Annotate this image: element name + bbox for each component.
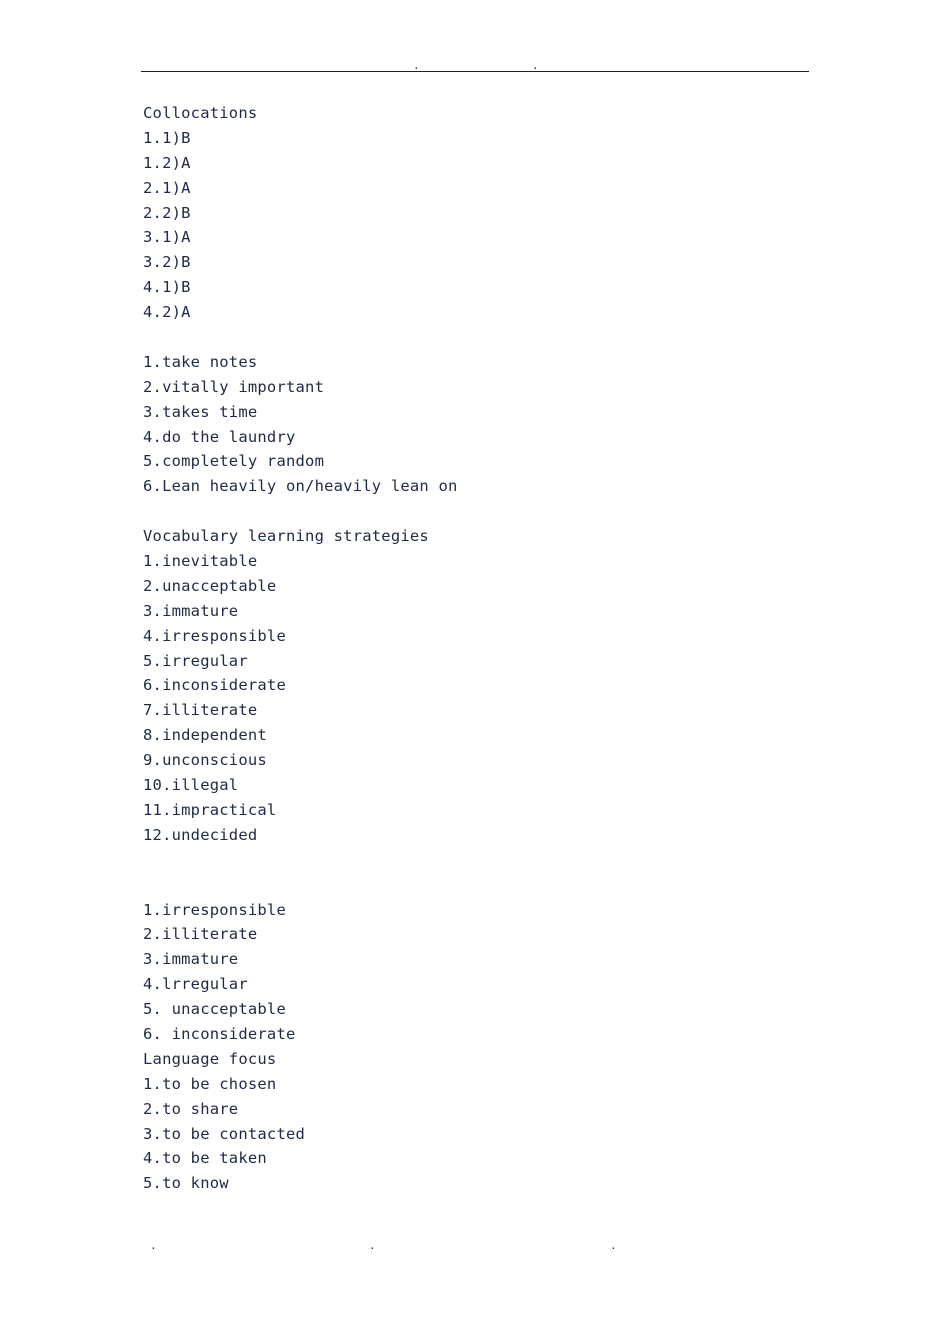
section-heading: Language focus xyxy=(143,1049,277,1068)
header-rule xyxy=(141,71,809,72)
answer-item: 11.impractical xyxy=(143,800,277,819)
answer-item: 12.undecided xyxy=(143,825,258,844)
answer-item: 4.do the laundry xyxy=(143,427,296,446)
answer-item: 2.vitally important xyxy=(143,377,325,396)
answer-item: 4.2)A xyxy=(143,303,191,322)
answer-item: 4.lrregular xyxy=(143,975,248,994)
answer-item: 3.to be contacted xyxy=(143,1124,306,1143)
answer-item: 6.inconsiderate xyxy=(143,676,286,695)
answer-item: 2.1)A xyxy=(143,178,191,197)
section-heading: Collocations xyxy=(143,104,258,122)
answer-item: 10.illegal xyxy=(143,776,239,795)
answer-item: 3.immature xyxy=(143,950,239,969)
section-collocation-phrases xyxy=(143,350,803,499)
answer-item: 1.irresponsible xyxy=(143,900,286,919)
answer-item: 7.illiterate xyxy=(143,701,258,720)
document-body xyxy=(143,101,803,1196)
answer-item: 1.1)B xyxy=(143,128,191,147)
answer-item: 6. inconsiderate xyxy=(143,1024,296,1043)
answer-item: 3.1)A xyxy=(143,228,191,247)
answer-item: 4.to be taken xyxy=(143,1149,267,1168)
section-collocations xyxy=(143,101,803,325)
header-dot-left: . xyxy=(413,59,420,72)
answer-item: 1.2)A xyxy=(143,153,191,172)
footer-dot-center: . xyxy=(369,1239,376,1252)
answer-item: 9.unconscious xyxy=(143,751,267,770)
section-heading: Vocabulary learning strategies xyxy=(143,527,429,546)
answer-item: 6.Lean heavily on/heavily lean on xyxy=(143,477,458,496)
blank-line xyxy=(143,499,803,524)
answer-item: 4.irresponsible xyxy=(143,626,286,645)
answer-item: 3.immature xyxy=(143,601,239,620)
section-vocabulary-strategies xyxy=(143,524,803,848)
answer-item: 1.take notes xyxy=(143,352,258,371)
answer-item: 1.inevitable xyxy=(143,552,258,571)
answer-item: 3.2)B xyxy=(143,253,191,272)
answer-item: 5. unacceptable xyxy=(143,1000,286,1019)
footer-dot-left: . xyxy=(150,1239,157,1252)
answer-item: 5.completely random xyxy=(143,452,325,471)
answer-item: 3.takes time xyxy=(143,402,258,421)
header-dot-right: . xyxy=(532,59,539,72)
blank-line xyxy=(143,325,803,350)
answer-item: 2.unacceptable xyxy=(143,576,277,595)
answer-item: 8.independent xyxy=(143,726,267,745)
answer-item: 2.to share xyxy=(143,1099,239,1118)
answer-item: 2.2)B xyxy=(143,203,191,222)
answer-item: 5.to know xyxy=(143,1174,229,1193)
answer-item: 5.irregular xyxy=(143,651,248,670)
section-language-focus xyxy=(143,1047,803,1196)
blank-lines xyxy=(143,848,803,898)
section-vocabulary-fill-in xyxy=(143,898,803,1047)
answer-item: 1.to be chosen xyxy=(143,1074,277,1093)
answer-item: 2.illiterate xyxy=(143,925,258,944)
answer-item: 4.1)B xyxy=(143,278,191,297)
footer-dot-right: . xyxy=(610,1239,617,1252)
